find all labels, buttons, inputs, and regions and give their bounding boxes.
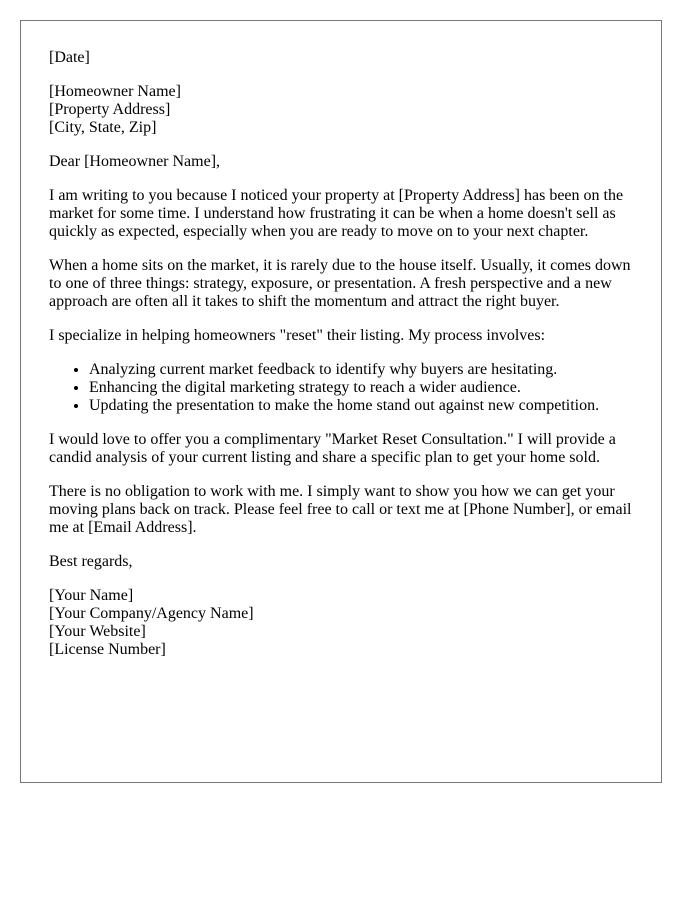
sender-name: [Your Name] xyxy=(49,587,134,604)
list-item: • Enhancing the digital marketing strategy to reach a wider audience. xyxy=(89,379,633,397)
sign-off: Best regards, xyxy=(49,553,133,570)
signature-block xyxy=(49,587,633,659)
body-paragraph: I am writing to you because I noticed your property at [Property Address] has been on the market for some time. I understand how frustrating it can be when a home doesn't sell as quickly as expected, especially when you are ready to move on to your next chapter. xyxy=(49,187,624,240)
list-item: • Analyzing current market feedback to identify why buyers are hesitating. xyxy=(89,361,633,379)
sender-website: [Your Website] xyxy=(49,623,146,640)
body-paragraph: There is no obligation to work with me. I simply want to show you how we can get your moving plans back on track. Please feel free to call or text me at [Phone Number], or email me at [Email Address]. xyxy=(49,483,632,536)
body-paragraph: I would love to offer you a complimentary "Market Reset Consultation." I will provide a candid analysis of your current listing and share a specific plan to get your home sold. xyxy=(49,431,616,466)
recipient-city-state-zip: [City, State, Zip] xyxy=(49,119,157,136)
sender-company: [Your Company/Agency Name] xyxy=(49,605,254,622)
recipient-name: [Homeowner Name] xyxy=(49,83,181,100)
recipient-address xyxy=(49,83,633,137)
process-list xyxy=(49,361,633,415)
recipient-property-address: [Property Address] xyxy=(49,101,171,118)
letter-date: [Date] xyxy=(49,49,90,66)
list-item: • Updating the presentation to make the home stand out against new competition. xyxy=(89,397,633,415)
body-paragraph: When a home sits on the market, it is rarely due to the house itself. Usually, it comes down to one of three things: strategy, exposure, or presentation. A fresh perspective and a new approach are often all it takes to shift the momentum and attract the right buyer. xyxy=(49,257,631,310)
body-paragraph: I specialize in helping homeowners "reset" their listing. My process involves: xyxy=(49,327,546,344)
sender-license: [License Number] xyxy=(49,641,166,658)
letter xyxy=(20,20,662,783)
salutation: Dear [Homeowner Name], xyxy=(49,153,221,170)
